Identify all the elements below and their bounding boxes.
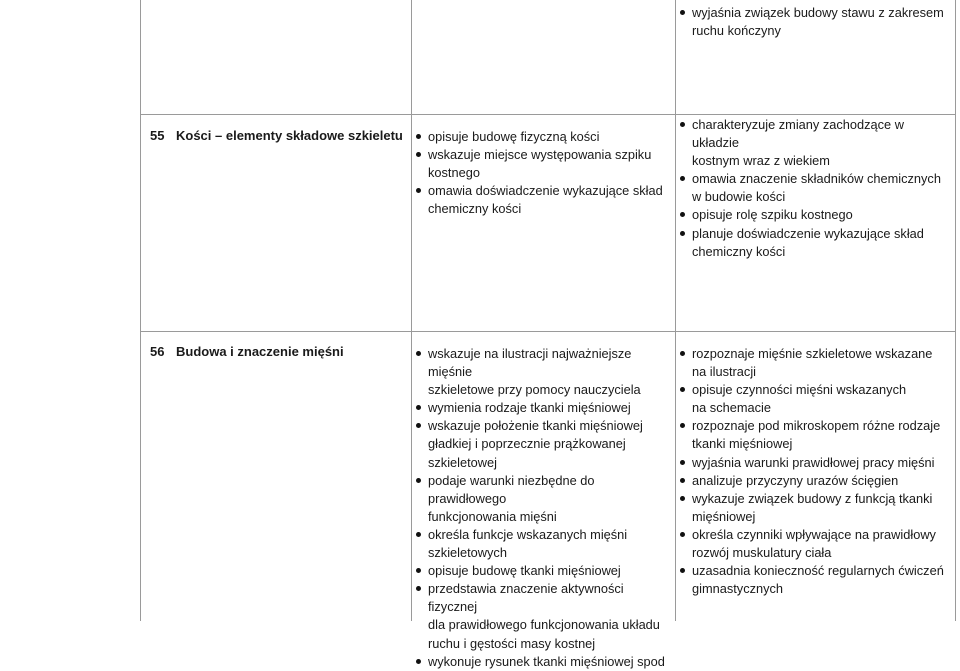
list-item-line: wykonuje rysunek tkanki mięśniowej spod [428, 653, 665, 669]
top-row-col3 [680, 4, 952, 40]
list-item-line: rozwój muskulatury ciała [692, 545, 832, 561]
list-item-line: wskazuje na ilustracji najważniejsze mięśnie [428, 346, 632, 380]
list-item [680, 116, 952, 170]
list-item-line: gładkiej i poprzecznie prążkowanej [428, 436, 626, 452]
list-item-line: szkieletowych [428, 545, 507, 561]
list-item [416, 526, 672, 562]
list-item [416, 562, 672, 580]
list-item-line: wymienia rodzaje tkanki mięśniowej [428, 400, 631, 416]
table-divider-col2 [675, 0, 676, 621]
table-border-left [140, 0, 141, 621]
row-divider-55 [140, 114, 956, 115]
list-item-line: w budowie kości [692, 189, 786, 205]
list-item-line: kostnym wraz z wiekiem [692, 153, 830, 169]
list-item-line: gimnastycznych [692, 581, 784, 597]
list-item [680, 472, 952, 490]
list-item-line: na ilustracji [692, 364, 757, 380]
list-item-line: przedstawia znaczenie aktywności fizycznej [428, 581, 624, 615]
list-item-line: opisuje rolę szpiku kostnego [692, 207, 853, 223]
table-border-right [955, 0, 956, 621]
list-item-line: wykazuje związek budowy z funkcją tkanki [692, 490, 933, 506]
list-item [416, 128, 672, 146]
row55-extended-requirements [680, 116, 952, 261]
list-item [680, 490, 952, 526]
list-item-line: wyjaśnia warunki prawidłowej pracy mięśni [692, 454, 935, 470]
row56-col3 [680, 345, 952, 598]
list-item-line: wskazuje miejsce występowania szpiku [428, 147, 652, 163]
list-item-line: analizuje przyczyny urazów ścięgien [692, 472, 899, 488]
list-item-line: rozpoznaje mięśnie szkieletowe wskazane [692, 346, 933, 361]
list-item [680, 417, 952, 453]
list-item-line: chemiczny kości [428, 201, 522, 217]
list-item [680, 381, 952, 417]
row-number-56: 56 [150, 344, 165, 359]
topic-title-55: Kości – elementy składowe szkieletu [176, 128, 403, 143]
list-item-line: rozpoznaje pod mikroskopem różne rodzaje [692, 418, 941, 434]
list-item [416, 472, 672, 526]
list-item-line: tkanki mięśniowej [692, 436, 793, 452]
list-item-line: chemiczny kości [692, 243, 786, 259]
list-item-line: ruchu i gęstości masy kostnej [428, 635, 596, 651]
list-item [416, 580, 672, 652]
row55-col3 [680, 116, 952, 261]
list-item [680, 562, 952, 598]
row56-extended-requirements [680, 345, 952, 598]
list-item-line: dla prawidłowego funkcjonowania układu [428, 617, 660, 633]
list-item-line: charakteryzuje zmiany zachodzące w układzie [692, 117, 904, 151]
list-item-line: omawia znaczenie składników chemicznych [692, 171, 941, 187]
row56-col2 [416, 345, 672, 671]
list-item-line: opisuje czynności mięśni wskazanych [692, 382, 907, 398]
row55-col2 [416, 128, 672, 218]
list-item-line: szkieletowej [428, 454, 497, 470]
list-item [416, 417, 672, 471]
list-item-line: wskazuje położenie tkanki mięśniowej [428, 418, 643, 434]
list-item [680, 454, 952, 472]
list-item-line: kostnego [428, 165, 480, 181]
list-item-line: określa czynniki wpływające na prawidłowy [692, 526, 936, 542]
topic-title-56: Budowa i znaczenie mięśni [176, 344, 344, 359]
row55-basic-requirements [416, 128, 672, 218]
row-divider-56 [140, 331, 956, 332]
list-item-line: podaje warunki niezbędne do prawidłowego [428, 472, 595, 506]
list-item-line: opisuje budowę tkanki mięśniowej [428, 563, 621, 579]
list-item [680, 206, 952, 224]
list-item [680, 526, 952, 562]
list-item-line: określa funkcje wskazanych mięśni [428, 526, 628, 542]
table-divider-col1 [411, 0, 412, 621]
list-item [416, 399, 672, 417]
list-item-line: szkieletowe przy pomocy nauczyciela [428, 382, 641, 398]
list-item [680, 225, 952, 261]
list-item [416, 182, 672, 218]
list-item [680, 170, 952, 206]
list-item-line: ruchu kończyny [692, 23, 781, 39]
list-item [416, 345, 672, 399]
list-item-line: omawia doświadczenie wykazujące skład [428, 183, 663, 199]
list-item-line: uzasadnia konieczność regularnych ćwiczeń [692, 563, 944, 579]
row56-basic-requirements [416, 345, 672, 671]
list-item [416, 653, 672, 671]
list-item-line: opisuje budowę fizyczną kości [428, 129, 600, 144]
top-row-list [680, 4, 952, 40]
list-item-line: funkcjonowania mięśni [428, 508, 557, 524]
list-item [680, 345, 952, 381]
row-number-55: 55 [150, 128, 165, 143]
list-item-line: mięśniowej [692, 508, 756, 524]
list-item-line: wyjaśnia związek budowy stawu z zakresem [692, 5, 944, 20]
list-item [416, 146, 672, 182]
list-item [680, 4, 952, 40]
list-item-line: planuje doświadczenie wykazujące skład [692, 225, 924, 241]
list-item-line: na schemacie [692, 400, 771, 416]
